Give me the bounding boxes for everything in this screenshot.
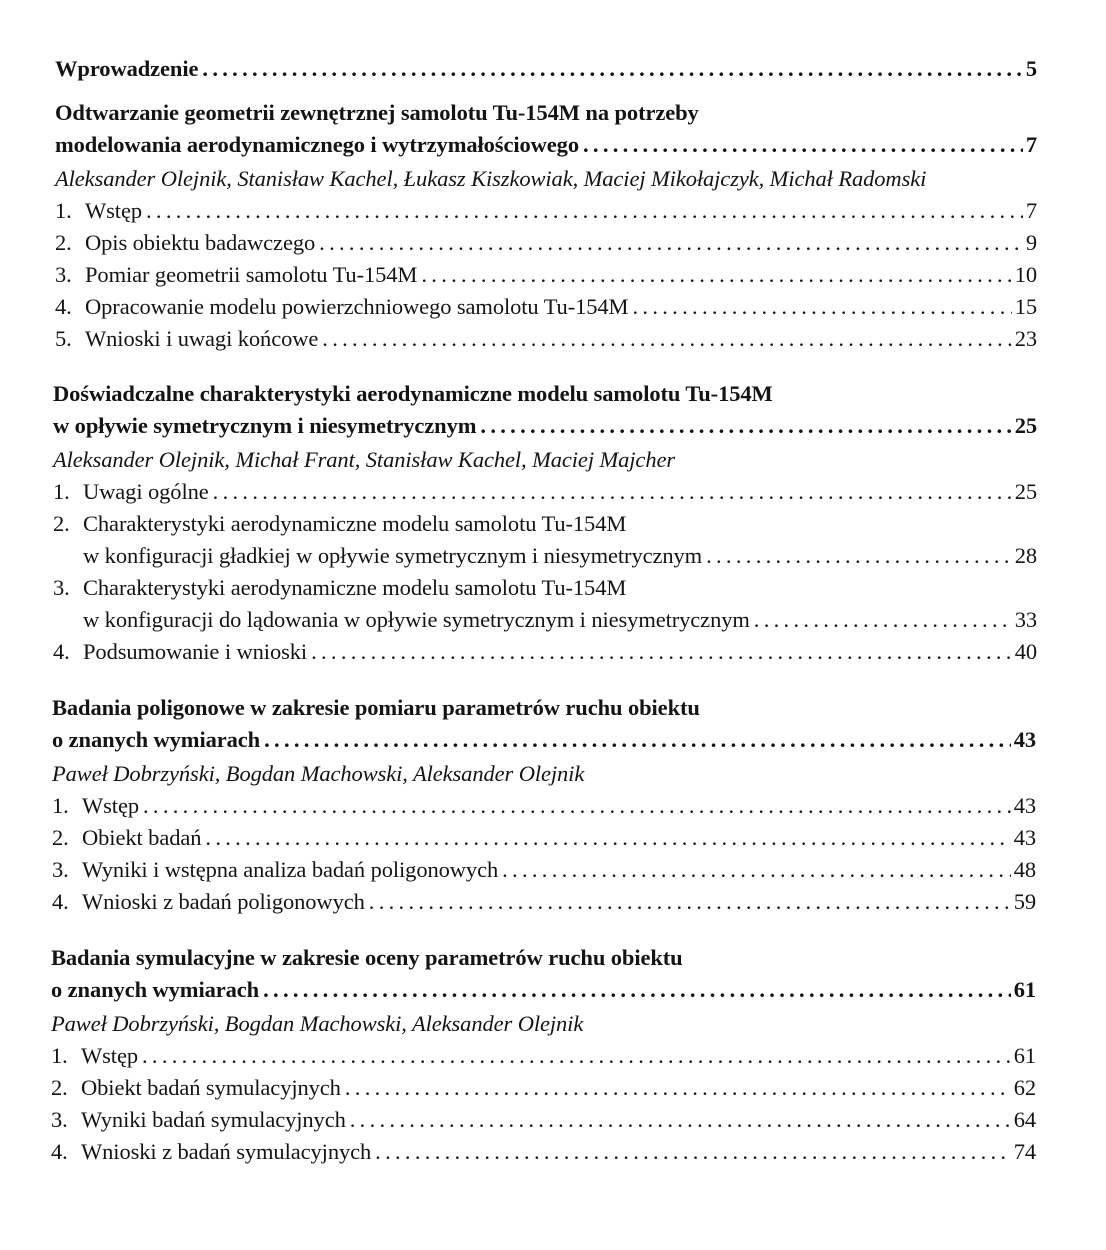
page-number: 23 <box>1014 326 1037 351</box>
dot-leader <box>319 227 1023 259</box>
chapter-title-line <box>53 378 773 410</box>
toc-section-line[interactable] <box>53 572 626 604</box>
chapter-title-text: o znanych wymiarach <box>52 727 261 752</box>
chapter-title-text: Doświadczalne charakterystyki aerodynamiczne modelu samolotu Tu-154M <box>53 381 773 406</box>
chapter-title-text: w opływie symetrycznym i niesymetrycznym <box>53 413 477 438</box>
section-number: 5. <box>55 326 72 351</box>
page-number: 5 <box>1025 56 1037 81</box>
page-number: 43 <box>1013 825 1036 850</box>
section-title: Wnioski z badań poligonowych <box>82 889 365 914</box>
toc-entry-intro[interactable] <box>55 53 1037 85</box>
authors-text: Paweł Dobrzyński, Bogdan Machowski, Aleksander Olejnik <box>52 761 585 786</box>
chapter-title-text: Odtwarzanie geometrii zewnętrznej samolotu Tu-154M na potrzeby <box>55 100 699 125</box>
section-number: 1. <box>53 479 70 504</box>
section-number: 1. <box>55 198 72 223</box>
toc-section[interactable] <box>55 195 1037 227</box>
toc-section[interactable] <box>52 886 1036 918</box>
page-number: 59 <box>1013 889 1036 914</box>
section-title: Opis obiektu badawczego <box>85 230 316 255</box>
dot-leader <box>142 1040 1011 1072</box>
chapter-title-text: Badania symulacyjne w zakresie oceny parametrów ruchu obiektu <box>51 945 683 970</box>
toc-entry-chapter-4[interactable] <box>51 974 1036 1006</box>
dot-leader <box>213 476 1012 508</box>
section-title: Pomiar geometrii samolotu Tu-154M <box>85 262 418 287</box>
section-title: Wnioski z badań symulacyjnych <box>81 1139 372 1164</box>
chapter-title-text: modelowania aerodynamicznego i wytrzymałościowego <box>55 132 579 157</box>
dot-leader <box>202 53 1022 85</box>
dot-leader <box>345 1072 1011 1104</box>
page-number: 28 <box>1014 543 1037 568</box>
chapter-title-line <box>55 97 699 129</box>
section-number: 2. <box>55 230 72 255</box>
chapter-title-text: Badania poligonowe w zakresie pomiaru parametrów ruchu obiektu <box>52 695 700 720</box>
section-title: Uwagi ogólne <box>83 479 209 504</box>
entry-title: Wprowadzenie <box>55 56 199 81</box>
page-number: 48 <box>1013 857 1036 882</box>
section-number: 2. <box>51 1075 68 1100</box>
section-number: 1. <box>51 1043 68 1068</box>
dot-leader <box>350 1104 1011 1136</box>
toc-section[interactable] <box>53 540 1037 572</box>
dot-leader <box>146 195 1023 227</box>
section-title: Charakterystyki aerodynamiczne modelu samolotu Tu-154M <box>83 511 627 536</box>
toc-section[interactable] <box>51 1104 1036 1136</box>
dot-leader <box>480 410 1011 442</box>
toc-section[interactable] <box>51 1136 1036 1168</box>
dot-leader <box>583 129 1023 161</box>
section-number: 4. <box>51 1139 68 1164</box>
page-number: 25 <box>1014 479 1037 504</box>
authors-text: Aleksander Olejnik, Stanisław Kachel, Łukasz Kiszkowiak, Maciej Mikołajczyk, Michał Radomski <box>55 166 927 191</box>
page-number: 33 <box>1014 607 1037 632</box>
toc-section[interactable] <box>52 822 1036 854</box>
section-title: Wyniki badań symulacyjnych <box>81 1107 346 1132</box>
toc-section[interactable] <box>52 854 1036 886</box>
page-number: 9 <box>1025 230 1037 255</box>
page-number: 61 <box>1013 1043 1036 1068</box>
toc-section[interactable] <box>51 1072 1036 1104</box>
chapter-authors <box>53 444 675 476</box>
dot-leader <box>322 323 1011 355</box>
page-number: 74 <box>1013 1139 1036 1164</box>
section-number: 1. <box>52 793 69 818</box>
dot-leader <box>264 724 1011 756</box>
chapter-title-line <box>52 692 700 724</box>
toc-section-line[interactable] <box>53 508 626 540</box>
section-title: w konfiguracji do lądowania w opływie symetrycznym i niesymetrycznym <box>83 607 750 632</box>
section-title: Wnioski i uwagi końcowe <box>85 326 319 351</box>
section-title: Wstęp <box>81 1043 138 1068</box>
chapter-authors <box>52 758 584 790</box>
toc-section[interactable] <box>55 259 1037 291</box>
section-number: 3. <box>51 1107 68 1132</box>
toc-section[interactable] <box>55 291 1037 323</box>
page-number: 62 <box>1013 1075 1036 1100</box>
section-title: Wstęp <box>85 198 142 223</box>
dot-leader <box>421 259 1011 291</box>
page-number: 7 <box>1025 198 1037 223</box>
page-number: 61 <box>1013 977 1036 1002</box>
page-number: 10 <box>1014 262 1037 287</box>
toc-section[interactable] <box>51 1040 1036 1072</box>
page-number: 43 <box>1013 727 1036 752</box>
toc-section[interactable] <box>52 790 1036 822</box>
section-number: 4. <box>53 639 70 664</box>
page-number: 43 <box>1013 793 1036 818</box>
section-title: w konfiguracji gładkiej w opływie symetrycznym i niesymetrycznym <box>83 543 703 568</box>
dot-leader <box>632 291 1011 323</box>
section-title: Wstęp <box>82 793 139 818</box>
section-title: Podsumowanie i wnioski <box>83 639 308 664</box>
dot-leader <box>263 974 1011 1006</box>
section-title: Charakterystyki aerodynamiczne modelu samolotu Tu-154M <box>83 575 627 600</box>
toc-section[interactable] <box>55 227 1037 259</box>
section-title: Obiekt badań symulacyjnych <box>81 1075 341 1100</box>
section-title: Wyniki i wstępna analiza badań poligonowych <box>82 857 499 882</box>
section-title: Obiekt badań <box>82 825 202 850</box>
chapter-title-line <box>51 942 683 974</box>
authors-text: Aleksander Olejnik, Michał Frant, Stanisław Kachel, Maciej Majcher <box>53 447 676 472</box>
page-number: 64 <box>1013 1107 1036 1132</box>
section-number: 4. <box>52 889 69 914</box>
chapter-title-text: o znanych wymiarach <box>51 977 260 1002</box>
toc-section[interactable] <box>55 323 1037 355</box>
authors-text: Paweł Dobrzyński, Bogdan Machowski, Aleksander Olejnik <box>51 1011 584 1036</box>
page-number: 7 <box>1025 132 1037 157</box>
dot-leader <box>311 636 1012 668</box>
toc-section[interactable] <box>53 636 1037 668</box>
section-number: 2. <box>52 825 69 850</box>
toc-section[interactable] <box>53 604 1037 636</box>
section-title: Opracowanie modelu powierzchniowego samolotu Tu-154M <box>85 294 629 319</box>
dot-leader <box>143 790 1011 822</box>
chapter-authors <box>55 163 926 195</box>
page-number: 15 <box>1014 294 1037 319</box>
dot-leader <box>205 822 1010 854</box>
chapter-authors <box>51 1008 583 1040</box>
section-number: 3. <box>53 575 70 600</box>
toc-section[interactable] <box>53 476 1037 508</box>
page-number: 25 <box>1014 413 1037 438</box>
dot-leader <box>706 540 1012 572</box>
section-number: 4. <box>55 294 72 319</box>
section-number: 3. <box>55 262 72 287</box>
toc-entry-chapter-1[interactable] <box>55 129 1037 161</box>
dot-leader <box>754 604 1012 636</box>
page-number: 40 <box>1014 639 1037 664</box>
toc-entry-chapter-2[interactable] <box>53 410 1037 442</box>
section-number: 3. <box>52 857 69 882</box>
dot-leader <box>375 1136 1011 1168</box>
section-number: 2. <box>53 511 70 536</box>
toc-entry-chapter-3[interactable] <box>52 724 1036 756</box>
dot-leader <box>369 886 1011 918</box>
dot-leader <box>502 854 1011 886</box>
